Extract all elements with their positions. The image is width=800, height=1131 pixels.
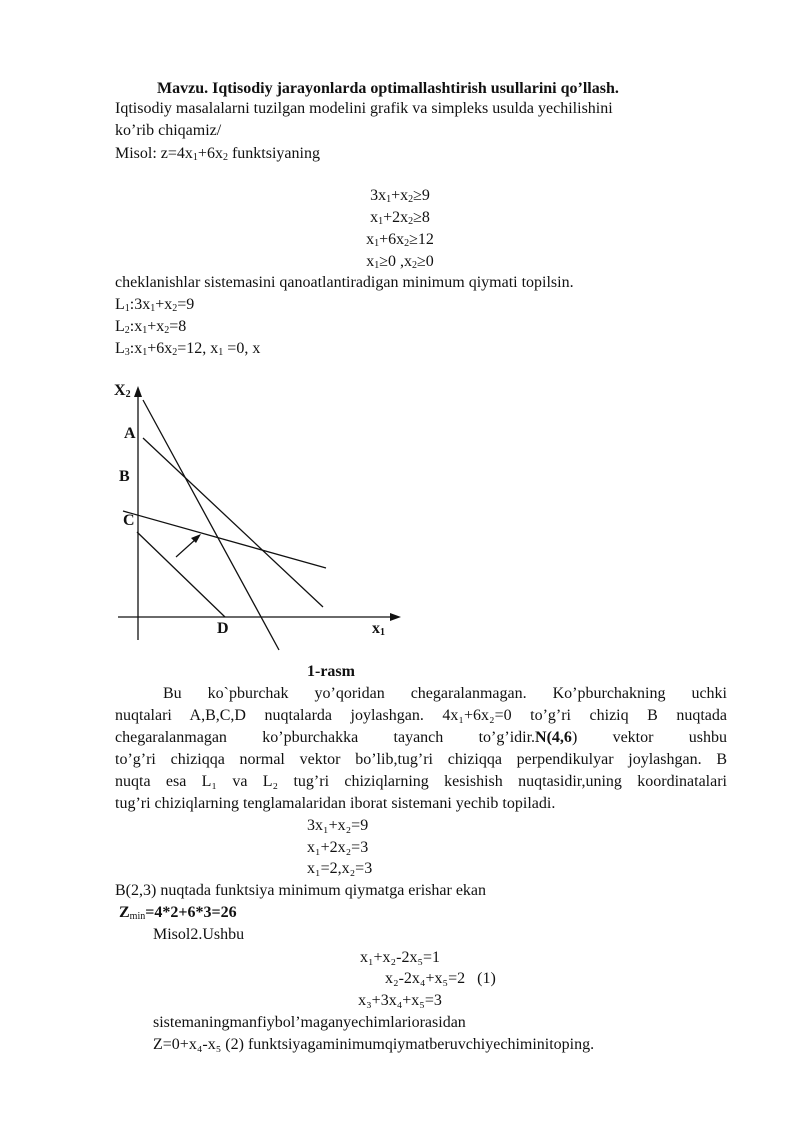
- figure-caption: 1-rasm: [307, 663, 355, 680]
- line-l1: $L_1:3x_1+x_2=9$: [115, 296, 195, 314]
- zmin-line: $Z_{min}=4*2+6*3=26$: [119, 904, 237, 922]
- point-d-label: D: [217, 620, 229, 637]
- example1-heading: Misol: $z=4x_1+6x_2$ funktsiyaning: [115, 145, 320, 163]
- point-a-label: A: [124, 425, 136, 442]
- example2-eq-3: x₃+3x₄+x₅=3: [358, 992, 442, 1009]
- explanation-line-1: Bu ko`pburchak yo’qoridan chegaralanmagan. Ko’pburchakning uchki: [163, 685, 727, 702]
- line-l2-graph: [143, 438, 323, 607]
- explanation-line-2: nuqtalari A,B,C,D nuqtalarda joylashgan. 4x₁+6x₂=0 to’g’ri chiziq B nuqtada: [115, 707, 727, 724]
- line-l2: $L_2:x_1+x_2=8$: [115, 318, 187, 336]
- line-l3: $L_3:x_1+6x_2=12$, $x_1 =0$, x: [115, 340, 261, 358]
- page-title: Mavzu. Iqtisodiy jarayonlarda optimallashtirish usullarini qo’llash.: [157, 80, 619, 97]
- line-l3-graph: [123, 511, 326, 568]
- explanation-line-3: chegaralanmagan ko’pburchakka tayanch to’g’idir.N(4,6) vektor ushbu: [115, 729, 728, 746]
- normal-vector: [176, 539, 196, 557]
- intro-line-1: Iqtisodiy masalalarni tuzilgan modelini grafik va simpleks usulda yechilishini: [115, 100, 613, 117]
- example2-text-1: sistemaningmanfiybol’maganyechimlariorasidan: [153, 1014, 466, 1031]
- constraint-4: $x_1\ge 0$ $,x_2\ge 0$: [366, 253, 434, 271]
- line-l1-graph: [143, 400, 279, 650]
- constraint-3: $x_1+6x_2\ge 12$: [366, 231, 434, 249]
- y-axis-arrow: [134, 386, 142, 397]
- explanation-line-5: nuqta esa L₁ va L₂ tug’ri chiziqlarning kesishish nuqtasidir,uning koordinatalari: [115, 773, 727, 790]
- explanation-line-4: to’g’ri chiziqqa normal vektor bo’lib,tug’ri chiziqqa perpendikulyar joylashgan. B: [115, 751, 727, 768]
- example2-heading: Misol2.Ushbu: [153, 926, 245, 943]
- solve-result: x₁=2,x₂=3: [307, 860, 373, 877]
- example2-eq-2: x₂-2x₄+x₅=2 (1): [385, 970, 496, 987]
- point-b-label: B: [119, 468, 130, 485]
- x-axis-arrow: [390, 613, 401, 621]
- solve-eq-1: 3x₁+x₂=9: [307, 817, 369, 834]
- constraint-2: $x_1+2x_2\ge 8$: [370, 209, 430, 227]
- constraint-1: $3x_1+x_2\ge 9$: [370, 187, 430, 205]
- objective-line: [137, 532, 225, 617]
- point-c-label: C: [123, 512, 135, 529]
- y-axis-label: $X_2$: [114, 382, 131, 400]
- example2-eq-1: x₁+x₂-2x₅=1: [359, 949, 441, 966]
- x-axis-label: $x_1$: [372, 620, 385, 638]
- explanation-line-6: tug’ri chiziqlarning tenglamalaridan iborat sistemani yechib topiladi.: [115, 795, 556, 812]
- conclusion-text: B(2,3) nuqtada funktsiya minimum qiymatga erishar ekan: [115, 882, 487, 899]
- solve-eq-2: x₁+2x₂=3: [307, 839, 369, 856]
- intro-line-2: ko’rib chiqamiz/: [115, 122, 222, 139]
- example2-text-2: Z=0+x₄-x₅ (2) funktsiyagaminimumqiymatberuvchiyechiminitoping.: [153, 1036, 595, 1053]
- task-text: cheklanishlar sistemasini qanoatlantiradigan minimum qiymati topilsin.: [115, 274, 574, 291]
